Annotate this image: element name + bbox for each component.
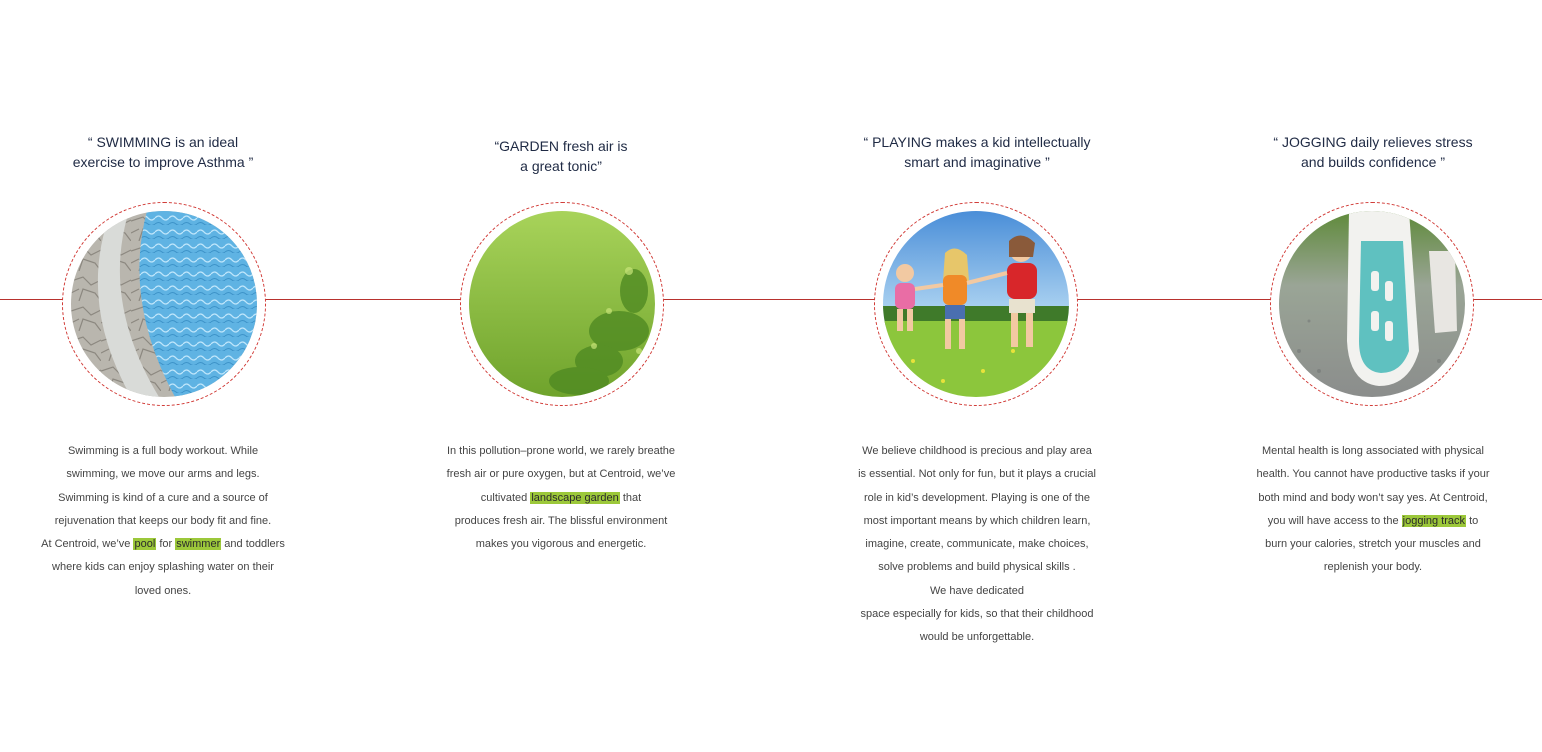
description-line (852, 556, 1102, 579)
feature-playing (852, 0, 1102, 752)
description-line (852, 626, 1102, 649)
description-line (852, 463, 1102, 486)
swimming-description (40, 440, 286, 603)
text-segment: swimming, we move our arms and legs. (66, 468, 260, 481)
playing-description (852, 440, 1102, 650)
garden-description (440, 440, 682, 556)
swimming-photo-ring (62, 202, 266, 406)
description-line (440, 440, 682, 463)
playing-quote: “ PLAYING makes a kid intellectually smart and imaginative ” (863, 134, 1091, 170)
description-line (40, 463, 286, 486)
swimming-quote: “ SWIMMING is an ideal exercise to improve Asthma ” (72, 134, 254, 170)
description-line (440, 510, 682, 533)
description-line (852, 440, 1102, 463)
text-segment: is essential. Not only for fun, but it plays a crucial (858, 468, 1096, 481)
text-segment: both mind and body won’t say yes. At Centroid, (1258, 491, 1488, 504)
text-segment: solve problems and build physical skills . (878, 561, 1076, 574)
text-segment: loved ones. (134, 584, 192, 597)
text-segment: burn your calories, stretch your muscles and (1265, 538, 1481, 551)
text-segment: We have dedicated (930, 584, 1024, 597)
feature-garden (440, 0, 682, 752)
description-line (1256, 510, 1490, 533)
text-segment: to (1466, 514, 1479, 527)
highlighted-term: jogging track (1402, 514, 1466, 527)
text-segment: health. You cannot have productive tasks if your (1256, 468, 1490, 481)
text-segment: most important means by which children learn, (863, 514, 1091, 527)
text-segment: and toddlers (221, 538, 285, 551)
text-segment: for (156, 538, 176, 551)
text-segment: imagine, create, communicate, make choices, (865, 538, 1089, 551)
highlighted-term: landscape garden (531, 491, 619, 504)
highlighted-term: swimmer (176, 538, 221, 551)
text-segment: role in kid’s development. Playing is one of the (863, 491, 1091, 504)
playing-photo-ring (874, 202, 1078, 406)
text-segment: that (619, 491, 642, 504)
text-segment: fresh air or pure oxygen, but at Centroid, we’ve (446, 468, 676, 481)
text-segment: would be unforgettable. (919, 631, 1035, 644)
swimming-pool-photo (71, 211, 257, 397)
description-line (1256, 556, 1490, 579)
text-segment: where kids can enjoy splashing water on their (52, 561, 274, 574)
text-segment: rejuvenation that keeps our body fit and fine. (54, 514, 272, 527)
jogging-shoe-photo (1279, 211, 1465, 397)
text-segment: We believe childhood is precious and play area (862, 445, 1092, 457)
feature-jogging (1256, 0, 1490, 752)
text-segment: Mental health is long associated with physical (1262, 445, 1484, 457)
description-line (852, 510, 1102, 533)
jogging-photo-ring (1270, 202, 1474, 406)
feature-swimming (40, 0, 286, 752)
text-segment: In this pollution–prone world, we rarely breathe (446, 445, 676, 457)
highlighted-term: pool (134, 538, 156, 551)
text-segment: space especially for kids, so that their childhood (860, 608, 1094, 621)
description-line (440, 463, 682, 486)
text-segment: replenish your body. (1323, 561, 1423, 574)
description-line (1256, 487, 1490, 510)
description-line (40, 487, 286, 510)
description-line (852, 603, 1102, 626)
description-line (40, 580, 286, 603)
jogging-quote: “ JOGGING daily relieves stress and builds confidence ” (1273, 134, 1473, 170)
text-segment: At Centroid, we’ve (41, 538, 134, 551)
description-line (852, 580, 1102, 603)
description-line (440, 487, 682, 510)
description-line (852, 487, 1102, 510)
text-segment: cultivated (480, 491, 531, 504)
description-line (40, 533, 286, 556)
text-segment: you will have access to the (1267, 514, 1402, 527)
description-line (1256, 463, 1490, 486)
text-segment: Swimming is a full body workout. While (67, 445, 259, 457)
description-line (40, 440, 286, 463)
description-line (40, 556, 286, 579)
text-segment: makes you vigorous and energetic. (475, 538, 647, 551)
kids-playing-photo (883, 211, 1069, 397)
garden-photo-ring (460, 202, 664, 406)
text-segment: Swimming is kind of a cure and a source of (58, 491, 268, 504)
description-line (1256, 440, 1490, 463)
garden-quote: “GARDEN fresh air is a great tonic” (494, 138, 628, 174)
text-segment: produces fresh air. The blissful environment (454, 514, 668, 527)
garden-lawn-photo (469, 211, 655, 397)
description-line (852, 533, 1102, 556)
description-line (1256, 533, 1490, 556)
description-line (40, 510, 286, 533)
jogging-description (1256, 440, 1490, 580)
description-line (440, 533, 682, 556)
